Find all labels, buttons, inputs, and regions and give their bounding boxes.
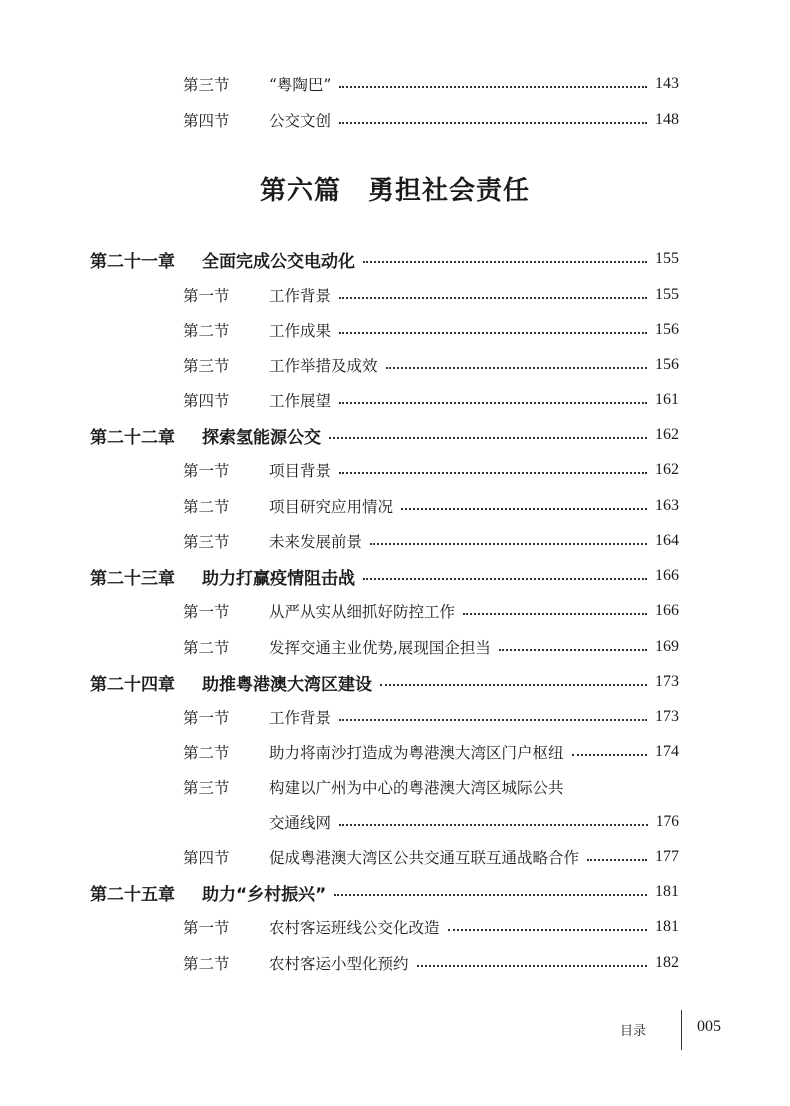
section-title: 农村客运班线公交化改造 <box>269 919 440 937</box>
page-number: 162 <box>655 426 679 443</box>
section-number: 第四节 <box>183 112 230 130</box>
toc-section-row <box>183 70 679 98</box>
section-number: 第四节 <box>183 849 230 867</box>
section-title: 工作背景 <box>269 287 332 305</box>
section-title: “粤陶巴” <box>269 76 332 94</box>
toc-section-row <box>183 773 679 801</box>
part-title: 第六篇 勇担社会责任 <box>259 176 530 206</box>
page-number: 176 <box>655 813 679 830</box>
toc-section-row <box>183 351 679 379</box>
toc-section-row <box>183 281 679 309</box>
page-number: 162 <box>655 461 679 478</box>
page-number: 169 <box>655 638 679 655</box>
page-number: 163 <box>655 497 679 514</box>
page-number: 173 <box>655 708 679 725</box>
section-number: 第二节 <box>183 639 230 657</box>
section-number: 第二节 <box>183 955 230 973</box>
section-title-continued: 交通线网 <box>269 814 332 832</box>
section-title: 公交文创 <box>269 112 332 130</box>
page-number: 177 <box>655 848 679 865</box>
page-number: 174 <box>655 743 679 760</box>
leader-dots <box>417 965 647 967</box>
section-number: 第四节 <box>183 392 230 410</box>
toc-section-row <box>183 738 679 766</box>
toc-chapter-row <box>90 562 679 590</box>
toc-section-continuation <box>269 808 679 836</box>
toc-section-row <box>183 949 679 977</box>
leader-dots <box>339 297 647 299</box>
toc-section-row <box>183 913 679 941</box>
leader-dots <box>329 437 647 439</box>
section-title: 农村客运小型化预约 <box>269 955 409 973</box>
leader-dots <box>339 719 647 721</box>
toc-section-row <box>183 527 679 555</box>
toc-section-row <box>183 703 679 731</box>
toc-section-row <box>183 633 679 661</box>
section-title: 促成粤港澳大湾区公共交通互联互通战略合作 <box>269 849 580 867</box>
leader-dots <box>339 86 647 88</box>
section-title: 助力将南沙打造成为粤港澳大湾区门户枢纽 <box>269 744 564 762</box>
page-number: 166 <box>655 567 679 584</box>
chapter-number: 第二十五章 <box>90 884 175 905</box>
leader-dots <box>463 613 647 615</box>
page-number: 155 <box>655 286 679 303</box>
leader-dots <box>386 367 647 369</box>
section-number: 第二节 <box>183 322 230 340</box>
section-title: 工作背景 <box>269 709 332 727</box>
page-number: 173 <box>655 673 679 690</box>
leader-dots <box>401 508 647 510</box>
section-number: 第一节 <box>183 709 230 727</box>
section-number: 第一节 <box>183 603 230 621</box>
chapter-number: 第二十三章 <box>90 568 175 589</box>
page-number: 143 <box>655 75 679 92</box>
section-number: 第三节 <box>183 357 230 375</box>
section-title: 项目背景 <box>269 462 332 480</box>
page-number: 156 <box>655 321 679 338</box>
toc-section-row <box>183 843 679 871</box>
section-title: 发挥交通主业优势,展现国企担当 <box>269 639 491 657</box>
section-number: 第三节 <box>183 779 230 797</box>
leader-dots <box>572 754 647 756</box>
section-title: 工作举措及成效 <box>269 357 378 375</box>
toc-section-row <box>183 316 679 344</box>
page-number: 161 <box>655 391 679 408</box>
section-title: 工作展望 <box>269 392 332 410</box>
leader-dots <box>363 578 647 580</box>
chapter-title: 助力“乡村振兴” <box>202 884 327 905</box>
chapter-number: 第二十二章 <box>90 427 175 448</box>
chapter-title: 探索氢能源公交 <box>202 427 321 448</box>
page-number: 166 <box>655 602 679 619</box>
page-number: 164 <box>655 532 679 549</box>
leader-dots <box>380 684 647 686</box>
chapter-number: 第二十四章 <box>90 674 175 695</box>
footer-divider <box>681 1010 682 1050</box>
leader-dots <box>339 824 648 826</box>
toc-chapter-row <box>90 878 679 906</box>
leader-dots <box>363 261 647 263</box>
page-number: 181 <box>655 883 679 900</box>
toc-section-row <box>183 492 679 520</box>
section-title: 构建以广州为中心的粤港澳大湾区城际公共 <box>269 779 564 797</box>
leader-dots <box>339 402 647 404</box>
footer-page-number: 005 <box>697 1018 721 1035</box>
toc-chapter-row <box>90 421 679 449</box>
page-number: 182 <box>655 954 679 971</box>
section-number: 第一节 <box>183 919 230 937</box>
toc-section-row <box>183 597 679 625</box>
leader-dots <box>334 894 647 896</box>
section-number: 第三节 <box>183 76 230 94</box>
section-title: 未来发展前景 <box>269 533 363 551</box>
section-number: 第二节 <box>183 744 230 762</box>
leader-dots <box>339 332 647 334</box>
leader-dots <box>499 649 647 651</box>
leader-dots <box>339 122 647 124</box>
footer-label: 目录 <box>620 1024 647 1039</box>
page-number: 148 <box>655 111 679 128</box>
leader-dots <box>448 929 647 931</box>
section-number: 第二节 <box>183 498 230 516</box>
toc-section-row <box>183 456 679 484</box>
section-number: 第一节 <box>183 462 230 480</box>
section-title: 工作成果 <box>269 322 332 340</box>
page-number: 155 <box>655 250 679 267</box>
chapter-title: 全面完成公交电动化 <box>202 251 355 272</box>
page-number: 156 <box>655 356 679 373</box>
section-number: 第三节 <box>183 533 230 551</box>
chapter-title: 助推粤港澳大湾区建设 <box>202 674 372 695</box>
leader-dots <box>370 543 647 545</box>
section-title: 从严从实从细抓好防控工作 <box>269 603 456 621</box>
toc-section-row <box>183 106 679 134</box>
chapter-number: 第二十一章 <box>90 251 175 272</box>
chapter-title: 助力打赢疫情阻击战 <box>202 568 355 589</box>
leader-dots <box>587 859 647 861</box>
leader-dots <box>339 472 647 474</box>
section-title: 项目研究应用情况 <box>269 498 394 516</box>
toc-section-row <box>183 386 679 414</box>
section-number: 第一节 <box>183 287 230 305</box>
toc-chapter-row <box>90 668 679 696</box>
page-number: 181 <box>655 918 679 935</box>
toc-chapter-row <box>90 245 679 273</box>
